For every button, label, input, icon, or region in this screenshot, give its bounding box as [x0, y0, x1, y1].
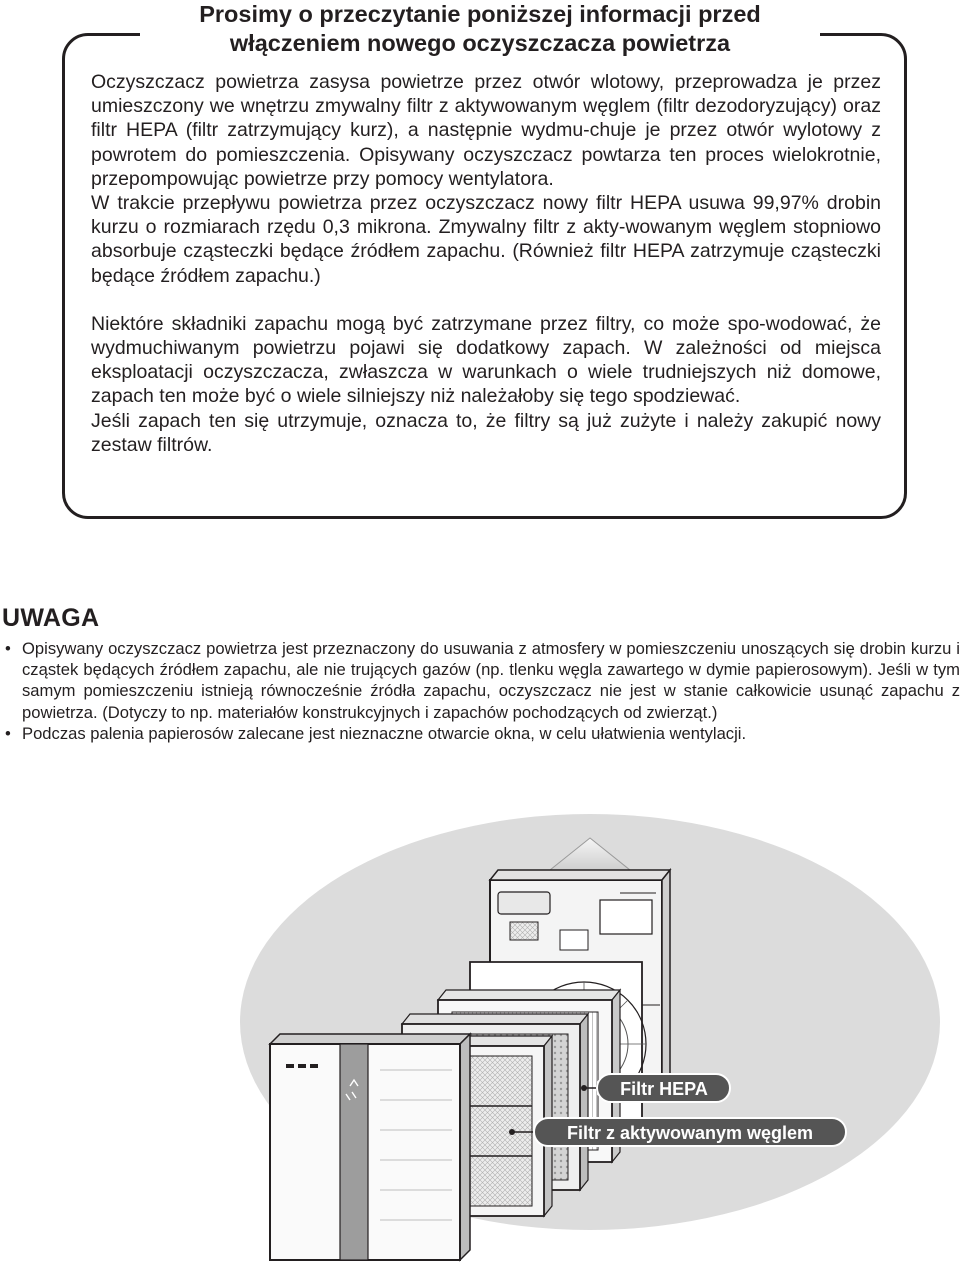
info-paragraph-3: Niektóre składniki zapachu mogą być zatrzymane przez filtry, co może spo-wodować, że wydmuchiwanym powietrzu pojawi się dodatkowy zapach. W zależności od miejsca eksploatacji oczyszczacza, zwłaszcza w warunkach o wiele trudniejszych niż domowe, zapach ten może być o wiele silniejszy niż należałoby się tego spodziewać.	[91, 312, 881, 408]
warning-item-1	[0, 638, 960, 723]
bullet-icon: •	[5, 723, 11, 743]
air-purifier-illustration	[0, 790, 960, 1265]
callout-hepa-dot	[581, 1085, 587, 1091]
callout-hepa	[581, 1074, 730, 1102]
warning-list	[0, 638, 960, 744]
info-title-line-1: Prosimy o przeczytanie poniższej informacji przed	[199, 1, 761, 27]
callout-carbon-label: Filtr z aktywowanym węglem	[566, 1123, 814, 1143]
info-paragraph-4: Jeśli zapach ten się utrzymuje, oznacza to, że filtry są już zużyte i należy zakupić nowy zestaw filtrów.	[91, 409, 881, 456]
info-title	[140, 0, 820, 58]
front-panel	[270, 1034, 470, 1260]
callout-carbon	[509, 1118, 846, 1146]
bullet-icon: •	[5, 639, 11, 658]
callout-hepa-label: Filtr HEPA	[620, 1079, 708, 1099]
info-title-line-2: włączeniem nowego oczyszczacza powietrza	[229, 30, 731, 56]
callout-carbon-dot	[509, 1129, 515, 1135]
warning-item-2-text: Podczas palenia papierosów zalecane jest nieznaczne otwarcie okna, w celu ułatwienia wentylacji.	[22, 723, 747, 743]
warning-item-1-text: Opisywany oczyszczacz powietrza jest przeznaczony do usuwania z atmosfery w pomieszczeniu unoszących się drobin kurzu i cząstek będących źródłem zapachu, ale nie trujących gazów (np. tlenku węgla zawartego w dymie papierosowym). Jeśli w tym samym pomieszczeniu istnieją równocześnie źródła zapachu, oczyszczacz nie jest w stanie całkowicie usunąć zapachu z powietrza. (Dotyczy to np. materiałów konstrukcyjnych i zapachów pochodzących od zwierząt.)	[22, 639, 960, 722]
info-paragraph-1: Oczyszczacz powietrza zasysa powietrze przez otwór wlotowy, przeprowadza je przez umieszczony we wnętrzu zmywalny filtr z aktywowanym węglem (filtr dezodoryzujący) oraz filtr HEPA (filtr zatrzymujący kurz), a następnie wydmu-chuje je przez otwór wylotowy z powrotem do pomieszczenia. Opisywany oczyszczacz powtarza ten proces wielokrotnie, przepompowując powietrze przy pomocy wentylatora.	[91, 71, 881, 190]
info-body	[91, 70, 881, 457]
warning-item-2	[0, 723, 960, 744]
info-paragraph-2: W trakcie przepływu powietrza przez oczyszczacz nowy filtr HEPA usuwa 99,97% drobin kurzu o rozmiarach rzędu 0,3 mikrona. Zmywalny filtr z akty-wowanym węglem stopniowo absorbuje cząsteczki będące źródłem zapachu. (Również filtr HEPA zatrzymuje cząsteczki będące źródłem zapachu.)	[91, 192, 881, 287]
warning-title: UWAGA	[2, 604, 100, 632]
